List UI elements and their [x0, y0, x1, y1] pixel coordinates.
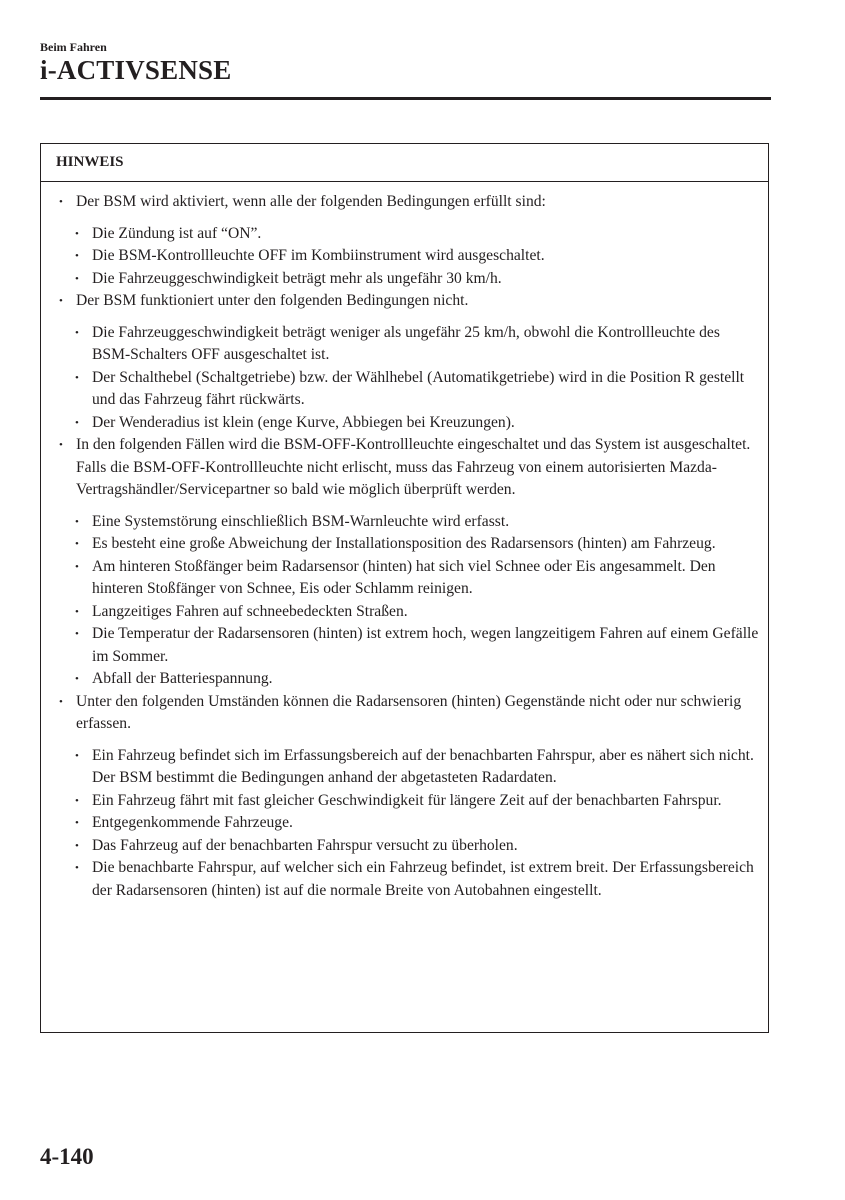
- notice-subitem: • Die Fahrzeuggeschwindigkeit beträgt weniger als ungefähr 25 km/h, obwohl die Kontrollleuchte des BSM-Schalters OFF ausgeschaltet ist.: [59, 322, 760, 367]
- notice-subitem: • Die benachbarte Fahrspur, auf welcher sich ein Fahrzeug befindet, ist extrem breit. Der Erfassungsbereich der Radarsensoren (hinten) ist auf die normale Breite von Autobahnen eingestellt.: [59, 857, 760, 902]
- notice-item-text: • Der BSM funktioniert unter den folgenden Bedingungen nicht.: [76, 292, 469, 309]
- notice-sublist: [59, 511, 760, 691]
- notice-subitem: • Langzeitiges Fahren auf schneebedeckten Straßen.: [59, 601, 760, 624]
- notice-subitem: • Der Schalthebel (Schaltgetriebe) bzw. der Wählhebel (Automatikgetriebe) wird in die Position R gestellt und das Fahrzeug fährt rückwärts.: [59, 367, 760, 412]
- section-label: Beim Fahren: [40, 40, 107, 54]
- notice-subitem: • Die Fahrzeuggeschwindigkeit beträgt mehr als ungefähr 30 km/h.: [59, 268, 760, 291]
- notice-subitem: • Am hinteren Stoßfänger beim Radarsensor (hinten) hat sich viel Schnee oder Eis angesammelt. Den hinteren Stoßfänger von Schnee, Eis oder Schlamm reinigen.: [59, 556, 760, 601]
- notice-subitem: • Eine Systemstörung einschließlich BSM-Warnleuchte wird erfasst.: [59, 511, 760, 534]
- notice-subitem: • Abfall der Batteriespannung.: [59, 668, 760, 691]
- notice-subitem: • Der Wenderadius ist klein (enge Kurve, Abbiegen bei Kreuzungen).: [59, 412, 760, 435]
- notice-subitem: • Die Temperatur der Radarsensoren (hinten) ist extrem hoch, wegen langzeitigem Fahren auf einem Gefälle im Sommer.: [59, 623, 760, 668]
- notice-subitem: • Entgegenkommende Fahrzeuge.: [59, 812, 760, 835]
- notice-subitem: • Die Zündung ist auf “ON”.: [59, 223, 760, 246]
- notice-body: [41, 182, 768, 902]
- notice-subitem: • Ein Fahrzeug fährt mit fast gleicher Geschwindigkeit für längere Zeit auf der benachbarten Fahrspur.: [59, 790, 760, 813]
- notice-subitem: • Die BSM-Kontrollleuchte OFF im Kombiinstrument wird ausgeschaltet.: [59, 245, 760, 268]
- notice-sublist: [59, 223, 760, 291]
- notice-item-text: • In den folgenden Fällen wird die BSM-OFF-Kontrollleuchte eingeschaltet und das System ist ausgeschaltet. Falls die BSM-OFF-Kontrollleuchte nicht erlischt, muss das Fahrzeug von einem autorisierten Mazda-Vertragshändler/Servicepartner so bald wie möglich überprüft werden.: [76, 436, 751, 498]
- notice-heading: HINWEIS: [41, 144, 768, 182]
- header-divider: [40, 97, 771, 100]
- notice-box: [40, 143, 769, 1033]
- notice-subitem: • Das Fahrzeug auf der benachbarten Fahrspur versucht zu überholen.: [59, 835, 760, 858]
- notice-item: [59, 434, 760, 502]
- notice-item: [59, 691, 760, 736]
- notice-sublist: [59, 745, 760, 903]
- notice-item: [59, 290, 760, 313]
- notice-subitem: • Es besteht eine große Abweichung der Installationsposition des Radarsensors (hinten) am Fahrzeug.: [59, 533, 760, 556]
- notice-subitem: • Ein Fahrzeug befindet sich im Erfassungsbereich auf der benachbarten Fahrspur, aber es nähert sich nicht. Der BSM bestimmt die Bedingungen anhand der abgetasteten Radardaten.: [59, 745, 760, 790]
- notice-item-text: • Der BSM wird aktiviert, wenn alle der folgenden Bedingungen erfüllt sind:: [76, 193, 546, 210]
- notice-item-text: • Unter den folgenden Umständen können die Radarsensoren (hinten) Gegenstände nicht oder nur schwierig erfassen.: [76, 692, 742, 732]
- page-number: 4-140: [40, 1144, 94, 1169]
- page-title: i-ACTIVSENSE: [40, 55, 232, 85]
- notice-item: [59, 191, 760, 214]
- notice-sublist: [59, 322, 760, 435]
